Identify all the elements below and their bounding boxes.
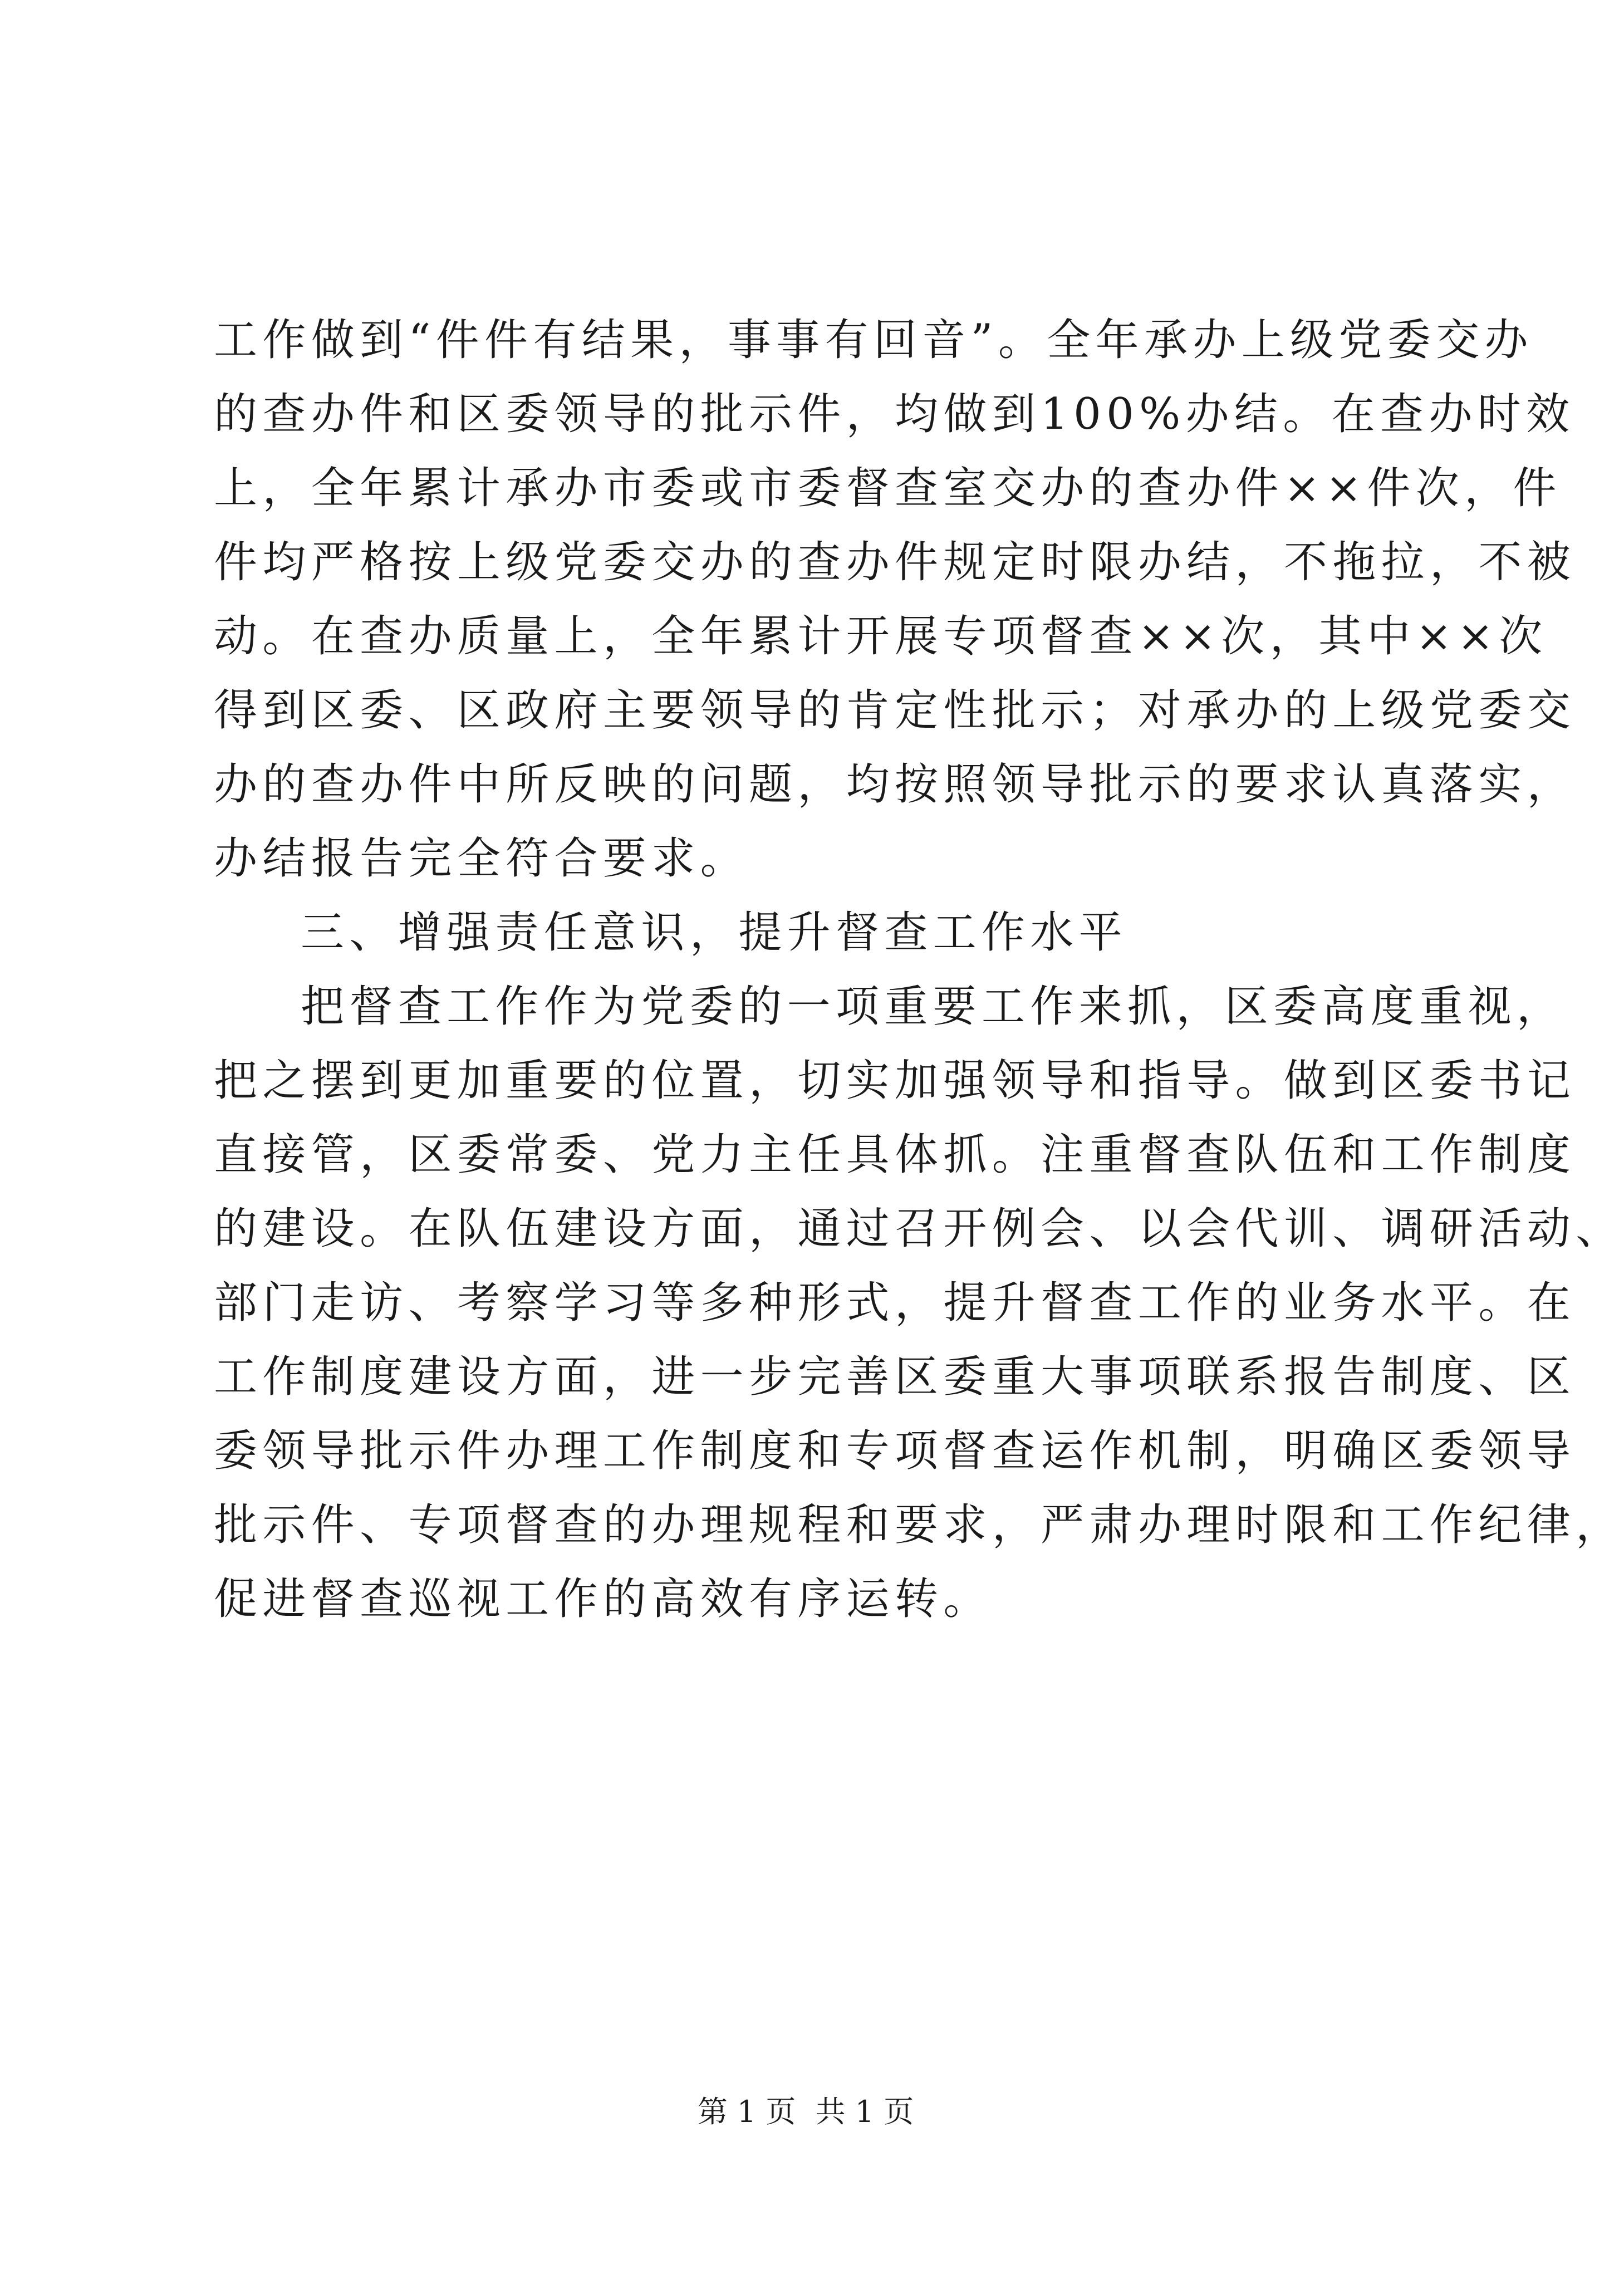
text-line: 促进督查巡视工作的高效有序运转。 <box>214 1574 992 1624</box>
page-total: 共 1 页 <box>815 2094 914 2129</box>
page-number: 第 1 页 <box>697 2094 796 2129</box>
text-line: 三、增强责任意识，提升督查工作水平 <box>301 908 1128 958</box>
text-line: 工作做到“件件有结果，事事有回音”。全年承办上级党委交办 <box>214 315 1533 365</box>
text-line: 动。在查办质量上，全年累计开展专项督查××次，其中××次 <box>214 611 1548 661</box>
text-line: 的查办件和区委领导的批示件，均做到100%办结。在查办时效 <box>214 389 1575 439</box>
text-line: 工作制度建设方面，进一步完善区委重大事项联系报告制度、区 <box>214 1352 1576 1402</box>
page-footer <box>0 2092 1611 2131</box>
text-line: 委领导批示件办理工作制度和专项督查运作机制，明确区委领导 <box>214 1426 1576 1476</box>
text-line: 批示件、专项督查的办理规程和要求，严肃办理时限和工作纪律， <box>214 1500 1624 1550</box>
text-line: 直接管，区委常委、党力主任具体抓。注重督查队伍和工作制度 <box>214 1130 1576 1180</box>
text-line: 办结报告完全符合要求。 <box>214 834 749 884</box>
text-line: 把督查工作作为党委的一项重要工作来抓，区委高度重视， <box>301 982 1566 1032</box>
text-line: 办的查办件中所反映的问题，均按照领导批示的要求认真落实， <box>214 759 1576 810</box>
text-line: 件均严格按上级党委交办的查办件规定时限办结，不拖拉，不被 <box>214 537 1576 587</box>
text-line: 把之摆到更加重要的位置，切实加强领导和指导。做到区委书记 <box>214 1056 1576 1106</box>
text-line: 的建设。在队伍建设方面，通过召开例会、以会代训、调研活动、 <box>214 1204 1624 1254</box>
text-line: 上，全年累计承办市委或市委督查室交办的查办件××件次，件 <box>214 463 1562 513</box>
document-body <box>214 303 1624 1636</box>
text-line: 部门走访、考察学习等多种形式，提升督查工作的业务水平。在 <box>214 1278 1576 1328</box>
text-line: 得到区委、区政府主要领导的肯定性批示；对承办的上级党委交 <box>214 685 1576 736</box>
